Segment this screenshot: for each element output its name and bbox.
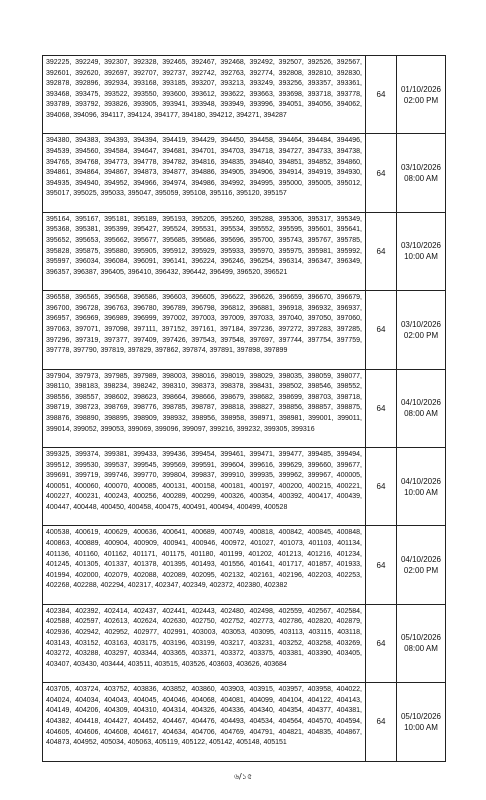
- count-cell: 64: [366, 134, 397, 212]
- time-text: 08:00 AM: [404, 644, 438, 654]
- time-text: 08:00 AM: [404, 409, 438, 419]
- time-text: 10:00 AM: [404, 487, 438, 497]
- date-time-cell: [397, 56, 446, 134]
- date-text: 05/10/2026: [400, 711, 442, 721]
- count-cell: 64: [366, 683, 397, 761]
- count-cell: 64: [366, 369, 397, 447]
- roll-numbers-cell: 397904, 397973, 397985, 397989, 398003, 398016, 398019, 398029, 398035, 398059, 398077, 398110, 398183, 398234, 398242, 398310, 398373, 398378, 398431, 398502, 398546, 398552, 398556, 398557, 398602, 398623, 398664, 398666, 398679, 398682, 398699, 398703, 398718, 398719, 398723, 398769, 398776, 398785, 398787, 398818, 398827, 398856, 398857, 398875, 398876, 398890, 398895, 398909, 398932, 398956, 398958, 398971, 398981, 399001, 399011, 399014, 399052, 399053, 399069, 399096, 399097, 399216, 399232, 399305, 399316: [43, 369, 366, 447]
- date-time-cell: [397, 369, 446, 447]
- time-text: 02:00 PM: [403, 566, 439, 576]
- count-cell: 64: [366, 56, 397, 134]
- date-text: 03/10/2026: [400, 163, 442, 173]
- date-text: 04/10/2026: [400, 555, 442, 565]
- table-row: [43, 604, 446, 682]
- table-row: [43, 447, 446, 525]
- count-cell: 64: [366, 604, 397, 682]
- date-text: 03/10/2026: [400, 241, 442, 251]
- exam-schedule-table: [42, 55, 446, 762]
- table-row: [43, 212, 446, 290]
- date-time-cell: [397, 683, 446, 761]
- date-time-cell: [397, 604, 446, 682]
- roll-numbers-cell: 403705, 403724, 403752, 403836, 403852, 403860, 403903, 403915, 403957, 403958, 404022, 404024, 404034, 404043, 404045, 404046, 404068, 404081, 404099, 404104, 404122, 404143, 404149, 404206, 404309, 404310, 404314, 404326, 404336, 404340, 404354, 404377, 404381, 404382, 404418, 404427, 404452, 404467, 404476, 404493, 404534, 404564, 404570, 404594, 404605, 404606, 404608, 404617, 404634, 404706, 404769, 404791, 404821, 404835, 404867, 404873, 404952, 405034, 405063, 405119, 405122, 405142, 405148, 405151: [43, 683, 366, 761]
- table-row: [43, 291, 446, 369]
- date-time-cell: [397, 447, 446, 525]
- time-text: 02:00 PM: [403, 330, 439, 340]
- time-text: 02:00 PM: [403, 95, 439, 105]
- date-text: 03/10/2026: [400, 319, 442, 329]
- roll-numbers-cell: 400538, 400619, 400629, 400636, 400641, 400689, 400749, 400818, 400842, 400845, 400848, 400863, 400889, 400904, 400909, 400941, 400946, 400972, 401027, 401073, 401103, 401134, 401136, 401160, 401162, 401171, 401175, 401180, 401199, 401202, 401213, 401216, 401234, 401245, 401305, 401337, 401378, 401395, 401493, 401556, 401641, 401717, 401857, 401933, 401994, 402000, 402079, 402088, 402089, 402095, 402132, 402161, 402196, 402203, 402253, 402268, 402288, 402294, 402317, 402347, 402349, 402372, 402380, 402382: [43, 526, 366, 604]
- date-time-cell: [397, 526, 446, 604]
- count-cell: 64: [366, 291, 397, 369]
- count-cell: 64: [366, 447, 397, 525]
- time-text: 10:00 AM: [404, 722, 438, 732]
- date-time-cell: [397, 291, 446, 369]
- schedule-rows: [43, 56, 446, 762]
- table-row: [43, 56, 446, 134]
- date-time-cell: [397, 134, 446, 212]
- date-text: 05/10/2026: [400, 633, 442, 643]
- roll-numbers-cell: 396558, 396565, 396568, 396586, 396603, 396605, 396622, 396626, 396659, 396670, 396679, 396700, 396728, 396763, 396780, 396789, 396798, 396812, 396881, 396918, 396932, 396937, 396957, 396969, 396989, 396999, 397002, 397003, 397009, 397033, 397040, 397050, 397060, 397063, 397071, 397098, 397111, 397152, 397161, 397184, 397236, 397272, 397283, 397285, 397296, 397319, 397377, 397409, 397426, 397543, 397548, 397697, 397744, 397754, 397759, 397778, 397790, 397819, 397829, 397862, 397874, 397891, 397898, 397899: [43, 291, 366, 369]
- table-row: [43, 526, 446, 604]
- table-row: [43, 134, 446, 212]
- date-time-cell: [397, 212, 446, 290]
- date-text: 04/10/2026: [400, 398, 442, 408]
- page-number: ৬/১৫: [233, 772, 253, 781]
- count-cell: 64: [366, 526, 397, 604]
- roll-numbers-cell: 399325, 399374, 399381, 399433, 399436, 399454, 399461, 399471, 399477, 399485, 399494, 399512, 399530, 399537, 399545, 399569, 399591, 399604, 399616, 399629, 399660, 399677, 399691, 399719, 399746, 399770, 399804, 399837, 399910, 399935, 399962, 399967, 400005, 400051, 400060, 400070, 400085, 400131, 400158, 400181, 400197, 400200, 400215, 400221, 400227, 400231, 400243, 400256, 400289, 400299, 400326, 400354, 400392, 400417, 400439, 400447, 400448, 400450, 400458, 400475, 400491, 400494, 400499, 400528: [43, 447, 366, 525]
- time-text: 08:00 AM: [404, 174, 438, 184]
- roll-numbers-cell: 402384, 402392, 402414, 402437, 402441, 402443, 402480, 402498, 402559, 402567, 402584, 402588, 402597, 402613, 402624, 402630, 402750, 402752, 402773, 402786, 402820, 402879, 402936, 402942, 402952, 402977, 402991, 403003, 403053, 403095, 403113, 403115, 403118, 403143, 403152, 403163, 403175, 403196, 403199, 403217, 403231, 403252, 403258, 403269, 403272, 403288, 403297, 403344, 403365, 403371, 403372, 403375, 403381, 403390, 403405, 403407, 403430, 403444, 403511, 403515, 403526, 403603, 403626, 403684: [43, 604, 366, 682]
- date-text: 04/10/2026: [400, 476, 442, 486]
- table-row: [43, 369, 446, 447]
- roll-numbers-cell: 395164, 395167, 395181, 395189, 395193, 395205, 395260, 395288, 395306, 395317, 395349, 395368, 395381, 395399, 395427, 395524, 395531, 395534, 395552, 395595, 395601, 395641, 395652, 395653, 395662, 395677, 395685, 395686, 395696, 395700, 395743, 395767, 395785, 395828, 395875, 395880, 395905, 395912, 395929, 395933, 395970, 395975, 395981, 395992, 395997, 396034, 396084, 396091, 396141, 396224, 396246, 396254, 396314, 396347, 396349, 396357, 396387, 396405, 396410, 396432, 396442, 396499, 396520, 396521: [43, 212, 366, 290]
- roll-numbers-cell: 394380, 394383, 394393, 394394, 394419, 394429, 394450, 394458, 394464, 394484, 394496, 394539, 394560, 394584, 394647, 394681, 394701, 394703, 394718, 394727, 394733, 394738, 394765, 394768, 394773, 394778, 394782, 394816, 394835, 394840, 394851, 394852, 394860, 394861, 394864, 394867, 394873, 394877, 394886, 394905, 394906, 394914, 394919, 394930, 394935, 394940, 394952, 394966, 394974, 394986, 394992, 394995, 395000, 395005, 395012, 395017, 395025, 395033, 395047, 395059, 395108, 395116, 395120, 395157: [43, 134, 366, 212]
- roll-numbers-cell: 392225, 392249, 392307, 392328, 392465, 392467, 392468, 392492, 392507, 392526, 392567, 392601, 392620, 392697, 392707, 392737, 392742, 392763, 392774, 392808, 392810, 392830, 392878, 392896, 392934, 393168, 393185, 393207, 393213, 393249, 393256, 393357, 393361, 393468, 393475, 393522, 393550, 393600, 393612, 393622, 393663, 393698, 393718, 393778, 393789, 393792, 393826, 393905, 393941, 393948, 393949, 393996, 394051, 394056, 394062, 394068, 394096, 394117, 394124, 394177, 394180, 394212, 394271, 394287: [43, 56, 366, 134]
- count-cell: 64: [366, 212, 397, 290]
- date-text: 01/10/2026: [400, 84, 442, 94]
- table-row: [43, 683, 446, 761]
- time-text: 10:00 AM: [404, 252, 438, 262]
